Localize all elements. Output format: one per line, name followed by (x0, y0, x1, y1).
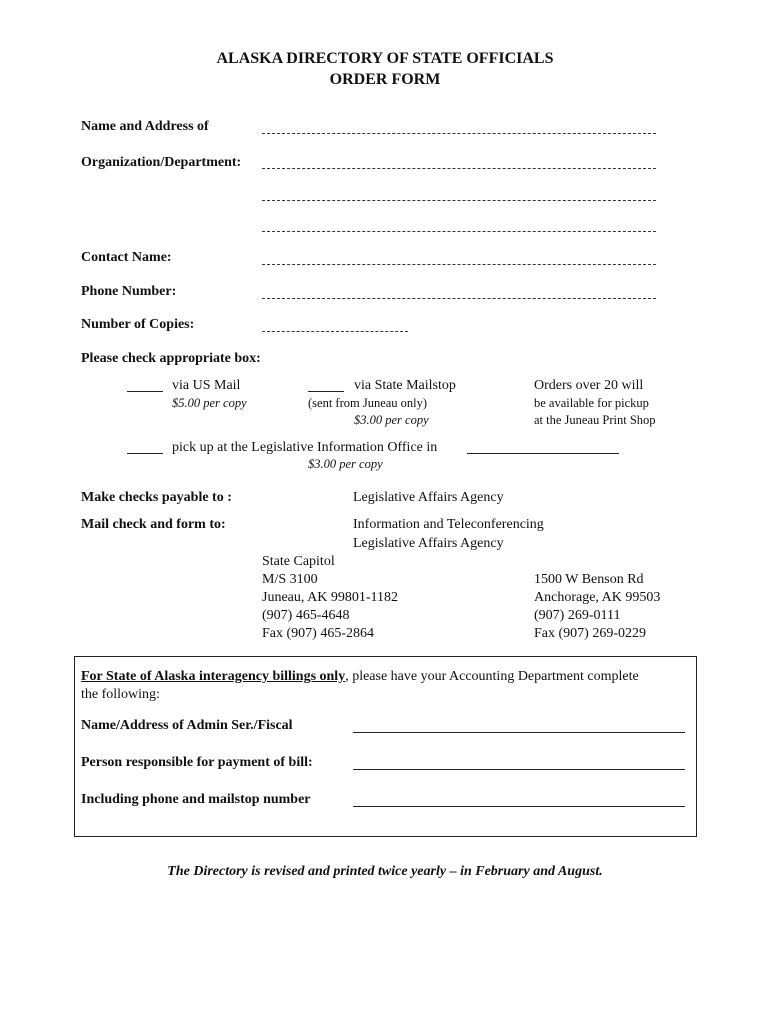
number-of-copies-input-line[interactable] (262, 331, 408, 332)
form-title: ALASKA DIRECTORY OF STATE OFFICIALS (216, 50, 554, 67)
organization-input-line[interactable] (262, 168, 656, 169)
name-address-label: Name and Address of (81, 119, 209, 134)
name-address-input-line[interactable] (262, 133, 656, 134)
large-orders-note-line1: Orders over 20 will (534, 378, 644, 393)
us-mail-label: via US Mail (172, 378, 241, 393)
revision-note: The Directory is revised and printed twice yearly – in February and August. (167, 864, 603, 879)
phone-number-label: Phone Number: (81, 284, 177, 299)
anchorage-address-line: Anchorage, AK 99503 (534, 590, 661, 605)
form-subtitle: ORDER FORM (329, 71, 441, 88)
pickup-checkbox[interactable] (127, 453, 163, 454)
phone-number-input-line[interactable] (262, 298, 656, 299)
juneau-phone: (907) 465-4648 (262, 608, 350, 623)
pickup-label: pick up at the Legislative Information Office in (172, 440, 438, 455)
organization-label: Organization/Department: (81, 155, 242, 170)
interagency-intro-rest: , please have your Accounting Department complete (345, 669, 639, 684)
anchorage-phone: (907) 269-0111 (534, 608, 621, 623)
interagency-intro-emphasis: For State of Alaska interagency billings only (81, 669, 346, 684)
number-of-copies-label: Number of Copies: (81, 317, 195, 332)
juneau-address-line: M/S 3100 (262, 572, 318, 587)
juneau-address-line: State Capitol (262, 554, 335, 569)
organization-input-line-3[interactable] (262, 231, 656, 232)
us-mail-checkbox[interactable] (127, 391, 163, 392)
juneau-fax: Fax (907) 465-2864 (262, 626, 374, 641)
person-responsible-label: Person responsible for payment of bill: (81, 755, 313, 770)
admin-label: Name/Address of Admin Ser./Fiscal (81, 718, 293, 733)
interagency-intro-line2: the following: (81, 687, 160, 702)
pickup-price: $3.00 per copy (308, 457, 383, 471)
state-mailstop-price: $3.00 per copy (354, 413, 429, 427)
contact-name-input-line[interactable] (262, 264, 656, 265)
person-responsible-input-line[interactable] (353, 769, 685, 770)
state-mailstop-checkbox[interactable] (308, 391, 344, 392)
state-mailstop-label: via State Mailstop (354, 378, 456, 393)
phone-mailstop-label: Including phone and mailstop number (81, 792, 311, 807)
phone-mailstop-input-line[interactable] (353, 806, 685, 807)
interagency-intro (81, 669, 639, 685)
state-mailstop-note: (sent from Juneau only) (308, 396, 428, 410)
payable-label: Make checks payable to : (81, 490, 232, 505)
mail-to-line1: Information and Teleconferencing (353, 517, 544, 532)
delivery-heading: Please check appropriate box: (81, 351, 261, 366)
large-orders-note-line2: be available for pickup (534, 396, 649, 410)
contact-name-label: Contact Name: (81, 250, 172, 265)
anchorage-fax: Fax (907) 269-0229 (534, 626, 646, 641)
pickup-location-input-line[interactable] (467, 453, 619, 454)
payable-value: Legislative Affairs Agency (353, 490, 504, 505)
admin-input-line[interactable] (353, 732, 685, 733)
anchorage-address-line: 1500 W Benson Rd (534, 572, 644, 587)
large-orders-note-line3: at the Juneau Print Shop (534, 413, 656, 427)
mail-to-label: Mail check and form to: (81, 517, 226, 532)
organization-input-line-2[interactable] (262, 200, 656, 201)
juneau-address-line: Juneau, AK 99801-1182 (262, 590, 398, 605)
us-mail-price: $5.00 per copy (172, 396, 247, 410)
mail-to-line2: Legislative Affairs Agency (353, 536, 504, 551)
